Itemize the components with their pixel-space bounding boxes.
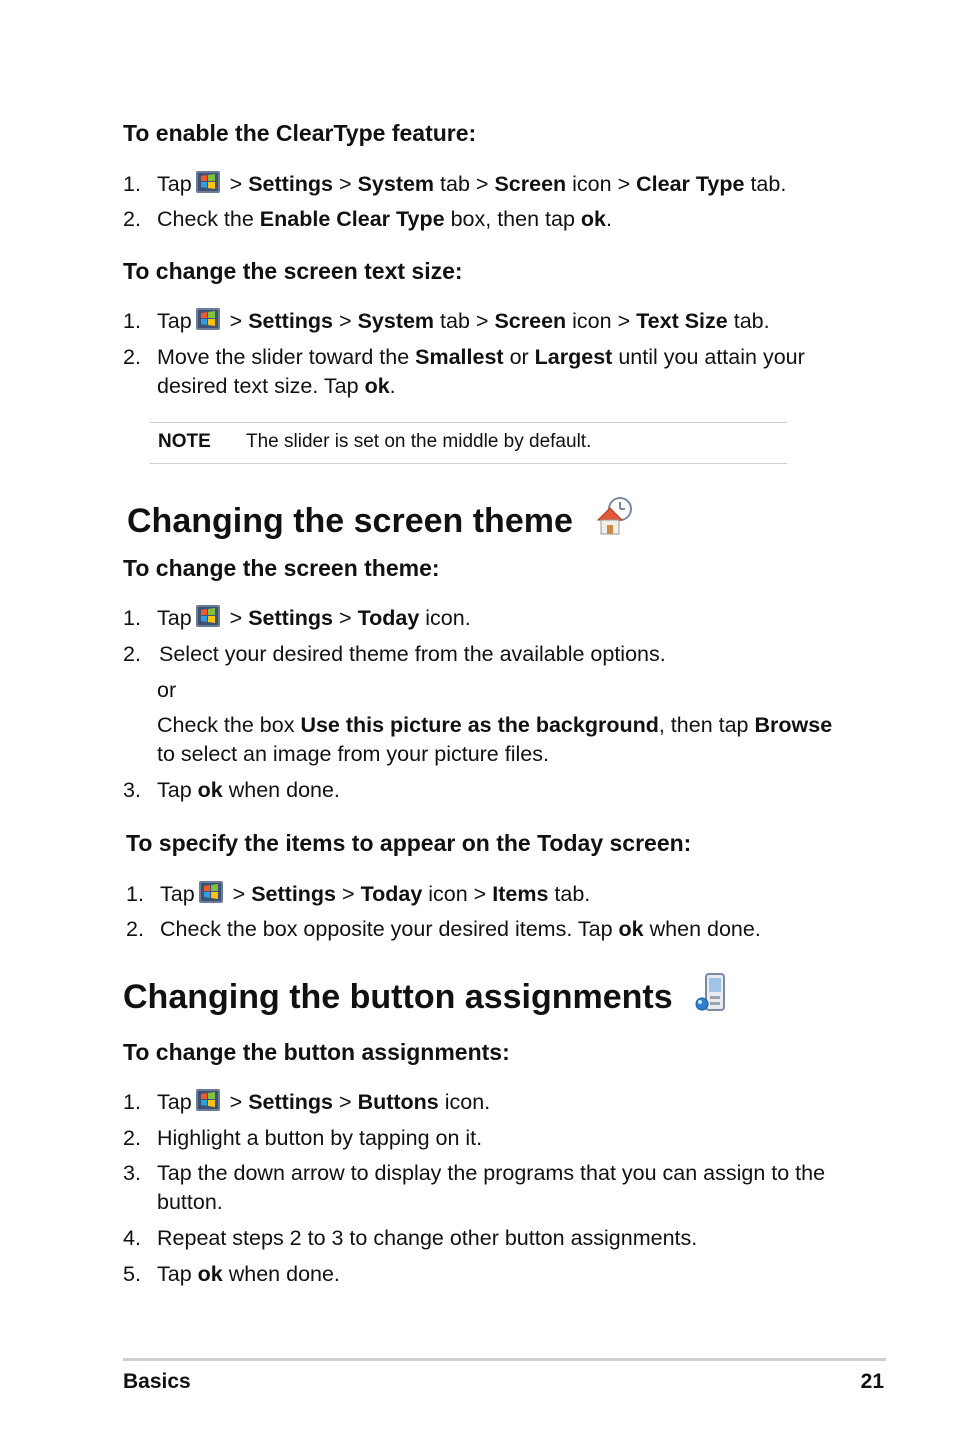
menu-term-system: System [357,309,435,333]
windows-start-icon [199,881,223,903]
step-text: Check the box [157,713,295,737]
step-text: > [229,309,243,333]
menu-term-enable-clear-type: Enable Clear Type [259,207,445,231]
screen-theme-heading: To change the screen theme: [123,555,440,581]
step-number: 3. [123,778,141,802]
step-text: Tap [157,172,192,196]
step-number: 1. [123,172,141,196]
step-text: icon > [572,309,631,333]
step-text: > [342,882,355,906]
buttons-icon [694,972,730,1019]
note-text: The slider is set on the middle by default. [246,431,592,452]
menu-term-settings: Settings [248,1090,334,1114]
menu-term-system: System [357,172,435,196]
step-number: 2. [126,917,144,941]
step-number: 2. [123,207,141,231]
footer-section-name: Basics [123,1370,191,1393]
step-text: when done. [228,1262,340,1286]
menu-term-ok: ok [197,778,223,802]
menu-term-today: Today [357,606,420,630]
or-text: or [157,678,177,702]
menu-term-today: Today [360,882,423,906]
step-text: or [509,345,529,369]
step-text: Tap [157,1262,192,1286]
step-text: tab > [440,172,489,196]
button-assignments-heading: To change the button assignments: [123,1039,510,1065]
step-text: > [229,1090,243,1114]
step-text: button. [157,1190,223,1214]
menu-term-screen: Screen [494,309,567,333]
step-number: 5. [123,1262,141,1286]
footer-divider [123,1358,886,1361]
step-text: Check the [157,207,254,231]
theme-alt-line-1 [157,711,832,740]
theme-alt-line-2: to select an image from your picture files. [157,742,549,766]
menu-term-screen: Screen [494,172,567,196]
step-text: Select your desired theme from the available options. [159,642,666,666]
menu-term-text-size: Text Size [636,309,728,333]
step-number: 1. [123,309,141,333]
menu-term-settings: Settings [251,882,337,906]
menu-term-settings: Settings [248,172,334,196]
step-text: > [229,606,243,630]
step-text: Tap [157,309,192,333]
step-text: tab > [440,309,489,333]
step-text: , then tap [658,713,749,737]
step-number: 2. [123,345,141,369]
menu-term-items: Items [492,882,549,906]
windows-start-icon [196,1089,220,1111]
step-text: icon > [572,172,631,196]
menu-term-ok: ok [364,374,390,398]
step-text: > [339,1090,352,1114]
cleartype-heading: To enable the ClearType feature: [123,120,477,146]
step-text: when done. [228,778,340,802]
menu-term-use-picture-background: Use this picture as the background [300,713,659,737]
step-text: Tap [157,606,192,630]
menu-term-buttons: Buttons [357,1090,439,1114]
button-assignments-title: Changing the button assignments [123,978,673,1016]
step-text: icon. [425,606,471,630]
menu-term-clear-type: Clear Type [636,172,745,196]
menu-term-smallest: Smallest [415,345,504,369]
step-number: 4. [123,1226,141,1250]
windows-start-icon [196,308,220,330]
note-label: NOTE [158,431,211,452]
windows-start-icon [196,605,220,627]
step-text: box, then tap [450,207,575,231]
step-text: > [339,309,352,333]
step-text: Tap [157,778,192,802]
step-text: icon. [444,1090,491,1114]
step-text: > [229,172,243,196]
step-text: tab. [733,309,770,333]
note-box [150,422,787,464]
menu-term-largest: Largest [534,345,613,369]
menu-term-ok: ok [618,917,644,941]
today-theme-icon [594,494,634,543]
windows-start-icon [196,171,220,193]
menu-term-browse: Browse [754,713,833,737]
step-text: when done. [649,917,761,941]
step-text: Highlight a button by tapping on it. [157,1126,483,1150]
today-items-heading: To specify the items to appear on the Today screen: [126,830,692,856]
step-text: . [606,207,612,231]
step-text: Tap [160,882,195,906]
step-text: until you attain your [618,345,805,369]
page-number: 21 [860,1370,884,1393]
step-number: 3. [123,1161,141,1185]
step-text: > [339,606,352,630]
step-text: Tap [157,1090,192,1114]
step-text: . [389,374,396,398]
screen-theme-title: Changing the screen theme [127,502,573,540]
menu-term-settings: Settings [248,309,334,333]
step-text: > [232,882,246,906]
step-text: > [339,172,352,196]
step-number: 1. [126,882,144,906]
text-size-heading: To change the screen text size: [123,258,463,284]
step-text: Move the slider toward the [157,345,410,369]
step-number: 2. [123,642,141,666]
step-number: 2. [123,1126,141,1150]
menu-term-ok: ok [580,207,606,231]
menu-term-ok: ok [197,1262,223,1286]
menu-term-settings: Settings [248,606,334,630]
step-text: desired text size. Tap [157,374,359,398]
step-text: Repeat steps 2 to 3 to change other button assignments. [157,1226,698,1250]
step-text: tab. [554,882,591,906]
step-text: Tap the down arrow to display the programs that you can assign to the [157,1161,826,1185]
step-text: tab. [750,172,787,196]
step-number: 1. [123,606,141,630]
step-text: Check the box opposite your desired items. Tap [160,917,613,941]
step-number: 1. [123,1090,141,1114]
step-text: icon > [428,882,487,906]
